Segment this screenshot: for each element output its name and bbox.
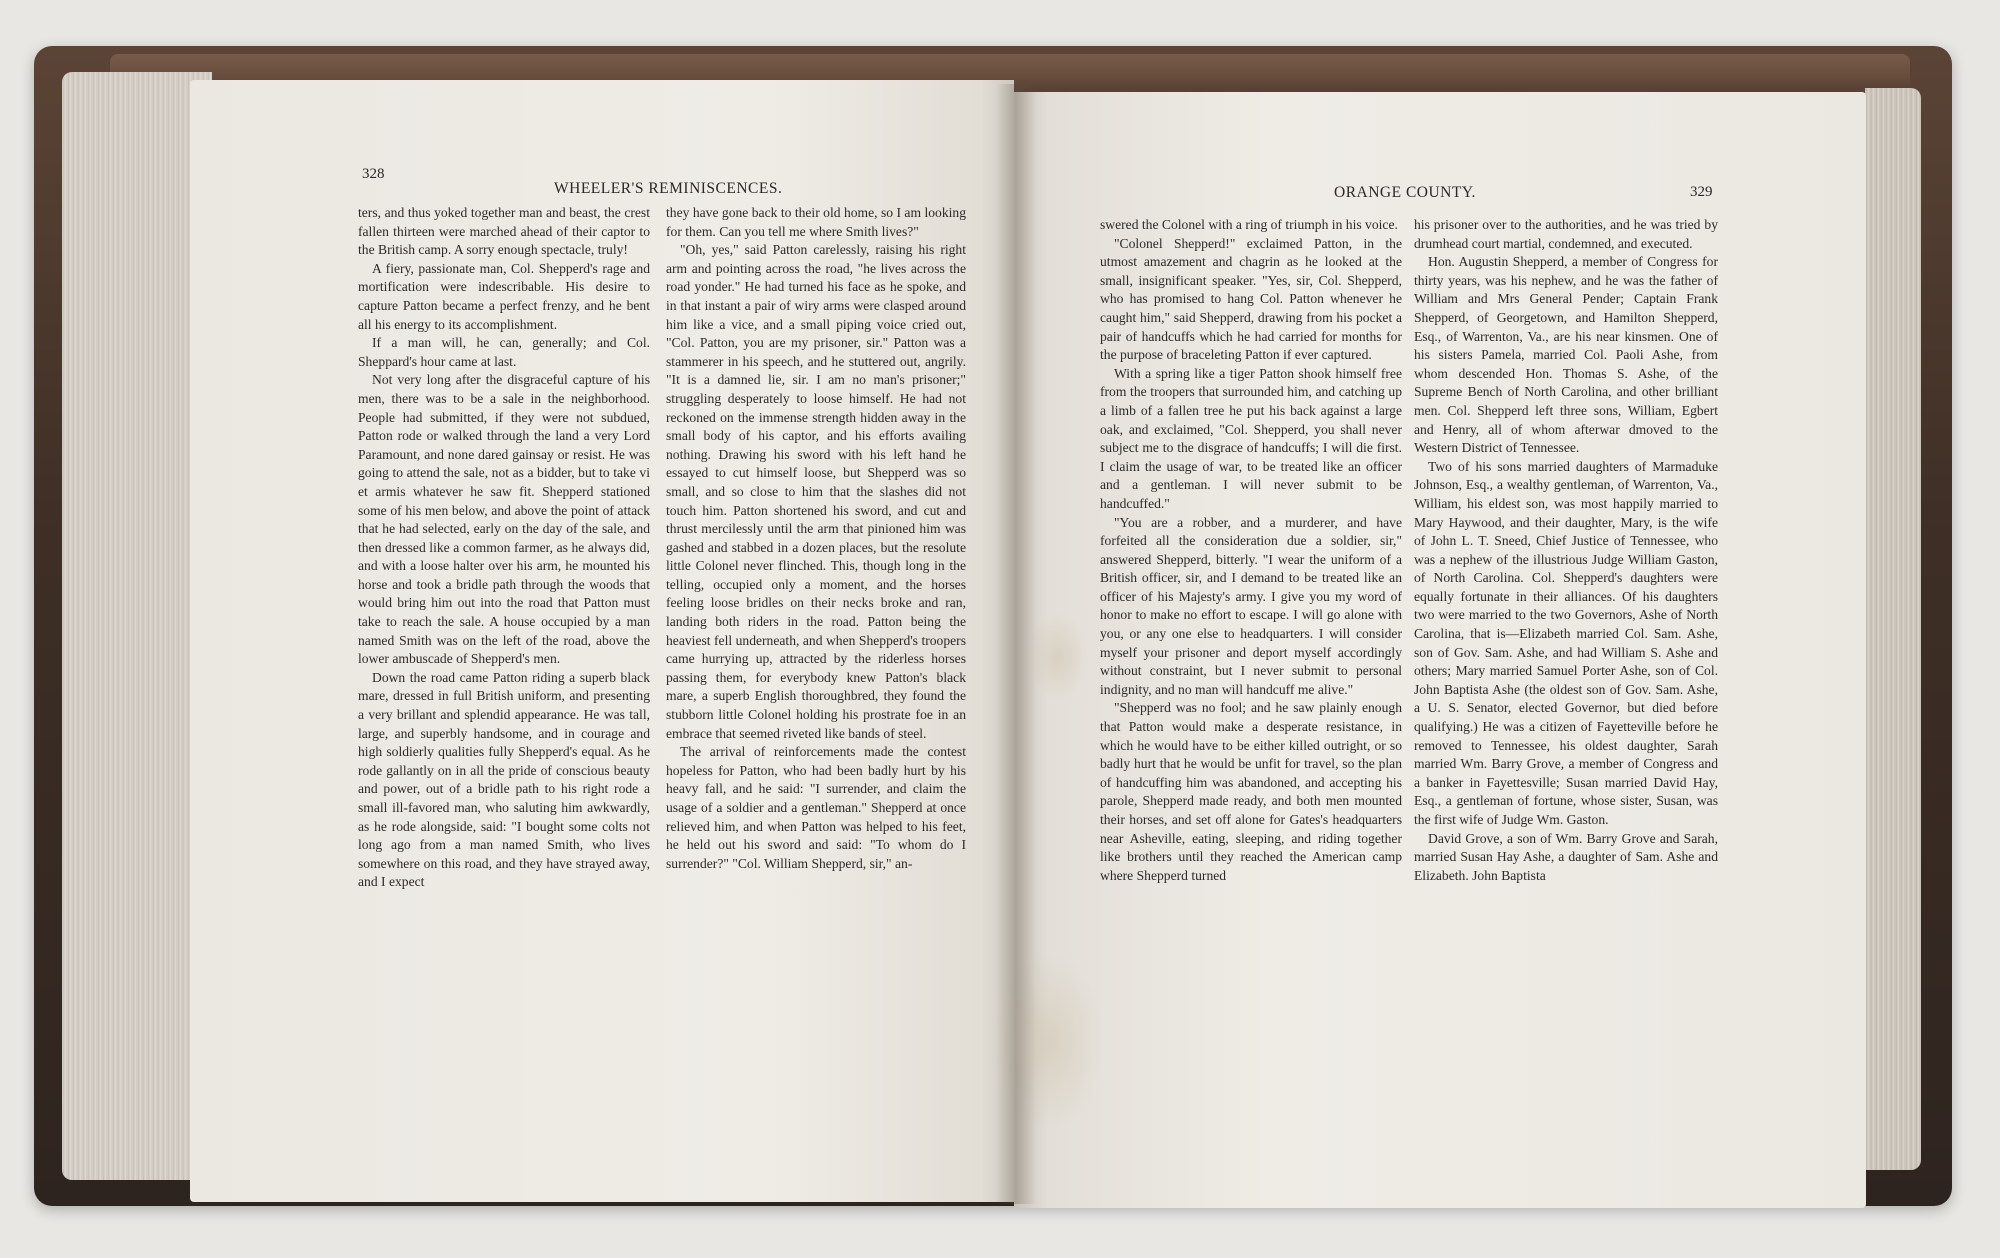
paragraph: A fiery, passionate man, Col. Shepperd's rage and mortification were indescribable. His desire to capture Patton became a perfect frenzy, and he bent all his energy to its accomplishment. [358,260,650,332]
right-page-number: 329 [1690,184,1713,200]
paragraph: Hon. Augustin Shepperd, a member of Congress for thirty years, was his nephew, and he was the father of William and Mrs General Pender; Captain Frank Shepperd, of Georgetown, and Hamilton Shepperd, Esq., of Warrenton, Va., are his near kinsmen. One of his sisters Pamela, married Col. Paoli Ashe, from whom descended Hon. Thomas S. Ashe, of the Supreme Bench of North Carolina, and other brilliant men. Col. Shepperd left three sons, William, Egbert and Henry, all of whom afterwar dmoved to the Western District of Tennessee. [1414,254,1718,456]
left-page-column-2 [666,204,966,873]
right-page-column-2 [1414,216,1718,885]
page-stain [1028,612,1088,702]
right-page-edges [1865,88,1921,1170]
book-gutter [996,84,1036,1204]
paragraph: they have gone back to their old home, so I am looking for them. Can you tell me where Smith lives?" [666,205,966,239]
right-page-column-1 [1100,216,1402,885]
paragraph: ters, and thus yoked together man and beast, the crest fallen thirteen were marched ahead of their captor to the British camp. A sorry enough spectacle, truly! [358,205,650,258]
paragraph: swered the Colonel with a ring of triumph in his voice. [1100,217,1398,232]
paragraph: "Shepperd was no fool; and he saw plainly enough that Patton would make a desperate resistance, in which he would have to be either killed outright, or so badly hurt that he would be unfit for travel, so the plan of handcuffing him was abandoned, and accepting his parole, Shepperd made ready, and both men mounted their horses, and set off alone for Gates's headquarters near Asheville, eating, sleeping, and riding together like brothers until they reached the American camp where Shepperd turned [1100,700,1402,883]
paragraph: "Colonel Shepperd!" exclaimed Patton, in the utmost amazement and chagrin as he looked at the small, insignificant speaker. "Yes, sir, Col. Shepperd, who has promised to hang Col. Patton whenever he caught him," said Shepperd, drawing from his pocket a pair of handcuffs which he had carried for months for the purpose of braceleting Patton if ever captured. [1100,235,1402,363]
paragraph: "Oh, yes," said Patton carelessly, raising his right arm and pointing across the road, "he lives across the road yonder." He had turned his face as he spoke, and in that instant a pair of wiry arms were clasped around him like a vice, and a small piping voice cried out, "Col. Patton, you are my prisoner, sir." Patton was a stammerer in his speech, and he stuttered out, angrily. "It is a damned lie, sir. I am no man's prisoner;" struggling desperately to loose himself. He had not reckoned on the immense strength hidden away in the small body of his captor, and his efforts availing nothing. Drawing his sword with his left hand he essayed to cut himself loose, but Shepperd was so small, and so close to him that the slashes did not touch him. Patton shortened his sword, and cut and thrust mercilessly until the arm that pinioned him was gashed and stabbed in a dozen places, but the resolute little Colonel never flinched. This, though long in the telling, occupied only a moment, and the horses feeling loose bridles on their necks broke and ran, landing both riders in the road. Patton being the heaviest fell underneath, and when Shepperd's troopers came hurrying up, attracted by the riderless horses passing them, for everybody knew Patton's black mare, a superb English thoroughbred, they found the stubborn little Colonel holding his prostrate foe in an embrace that seemed riveted like bands of steel. [666,242,966,741]
paragraph: With a spring like a tiger Patton shook himself free from the troopers that surrounded him, and catching up a limb of a fallen tree he put his back against a large oak, and exclaimed, "Col. Shepperd, you shall never subject me to the disgrace of handcuffs; I will die first. I claim the usage of war, to be treated like an officer and a gentleman. I will never submit to be handcuffed." [1100,365,1402,511]
paragraph: his prisoner over to the authorities, and he was tried by drumhead court martial, condemned, and executed. [1414,217,1718,251]
right-running-head: ORANGE COUNTY. [1334,184,1476,201]
paragraph: "You are a robber, and a murderer, and have forfeited all the consideration due a soldier, sir," answered Shepperd, bitterly. "I wear the uniform of a British officer, sir, and I demand to be treated like an officer of his Majesty's army. I give you my word of honor to make no effort to escape. I will go alone with you, or any one else to headquarters. I will consider myself your prisoner and deport myself accordingly without constraint, but I never submit to personal indignity, and no man will handcuff me alive." [1100,514,1402,697]
left-running-head: WHEELER'S REMINISCENCES. [554,180,783,197]
left-page-number: 328 [362,166,385,182]
paragraph: The arrival of reinforcements made the contest hopeless for Patton, who had been badly hurt by his heavy fall, and he said: "I surrender, and claim the usage of a soldier and a gentleman." Shepperd at once relieved him, and when Patton was helped to his feet, he held out his sword and said: "To whom do I surrender?" "Col. William Shepperd, sir," an- [666,744,966,871]
left-page-column-1 [358,204,650,892]
paragraph: If a man will, he can, generally; and Col. Sheppard's hour came at last. [358,335,650,369]
paragraph: David Grove, a son of Wm. Barry Grove and Sarah, married Susan Hay Ashe, a daughter of Sam. Ashe and Elizabeth. John Baptista [1414,830,1718,883]
left-page [190,80,1014,1202]
right-page [1014,92,1866,1208]
paragraph: Not very long after the disgraceful capture of his men, there was to be a sale in the neighborhood. People had submitted, if they were not subdued, Patton rode or walked through the land a very Lord Paramount, and none dared gainsay or resist. He was going to attend the sale, not as a bidder, but to take vi et armis whatever he saw fit. Shepperd stationed some of his men below, and above the point of attack that he had selected, early on the day of the sale, and then dressed like a common farmer, as he always did, and with a loose halter over his arm, he mounted his horse and took a bridle path through the woods that would bring him out into the road that Patton must take to reach the sale. A house occupied by a man named Smith was on the left of the road, above the lower ambuscade of Shepperd's men. [358,372,650,667]
paragraph: Down the road came Patton riding a superb black mare, dressed in full British uniform, and presenting a very brillant and splendid appearance. He was tall, large, and superbly handsome, and in courage and high soldierly qualities fully Shepperd's equal. As he rode gallantly on in all the pride of conscious beauty and power, out of a bridle path to his right rode a small ill-favored man, who saluting him awkwardly, as he rode alongside, said: "I bought some colts not long ago from a man named Smith, who lives somewhere on this road, and they have strayed away, and I expect [358,669,650,890]
paragraph: Two of his sons married daughters of Marmaduke Johnson, Esq., a wealthy gentleman, of Warrenton, Va., William, his eldest son, was most happily married to Mary Haywood, and their daughter, Mary, is the wife of John L. T. Sneed, Chief Justice of Tennessee, who was a nephew of the illustrious Judge William Gaston, of North Carolina. Col. Shepperd's daughters were equally fortunate in their alliances. Of his daughters two were married to the two Governors, Ashe of North Carolina, that is—Elizabeth married Col. Sam. Ashe, son of Gov. Sam. Ashe, and had William S. Ashe and others; Mary married Samuel Porter Ashe, son of Col. John Baptista Ashe (the oldest son of Gov. Sam. Ashe, a U. S. Senator, elected Governor, but died before qualifying.) He was a citizen of Fayetteville before he removed to Tennessee, his oldest daughter, Sarah married Wm. Barry Grove, a member of Congress and a banker in Fayettesville; Susan married David Hay, Esq., a gentleman of fortune, whose sister, Susan, was the first wife of Judge Wm. Gaston. [1414,458,1718,827]
